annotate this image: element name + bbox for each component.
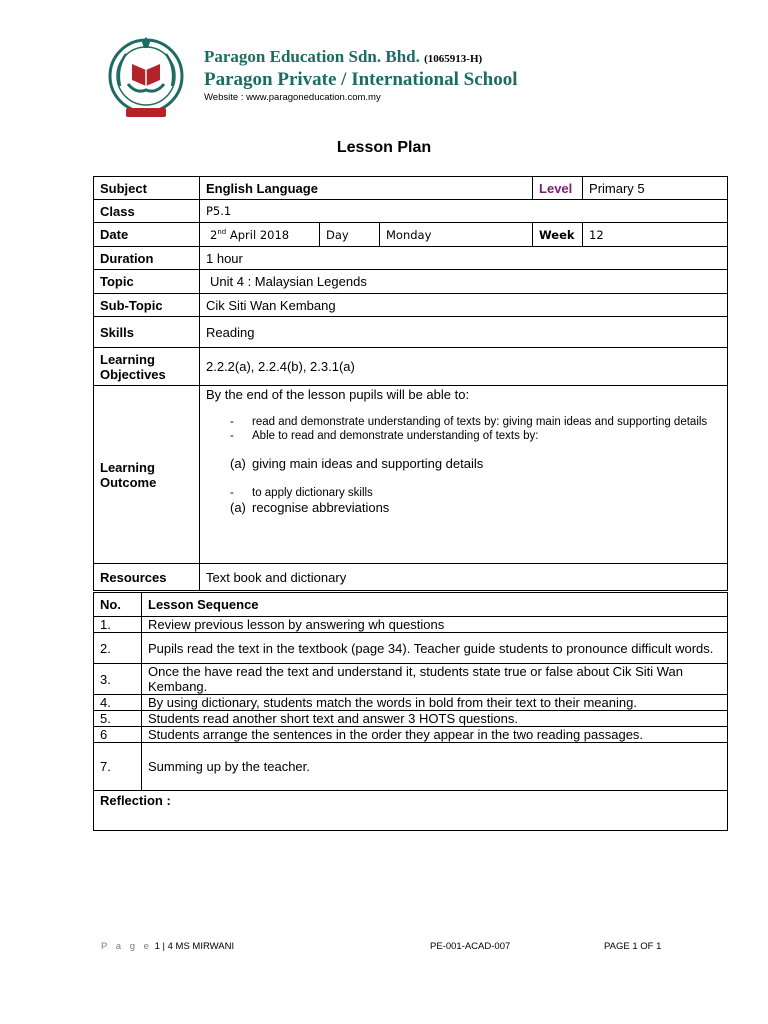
date-label: Date — [94, 223, 200, 247]
learning-objectives-value: 2.2.2(a), 2.2.4(b), 2.3.1(a) — [200, 348, 728, 386]
table-row — [94, 664, 728, 695]
row-number: 7. — [94, 743, 142, 791]
week-value: 12 — [583, 223, 728, 247]
row-subject — [94, 177, 728, 200]
footer-doc-code: PE-001-ACAD-007 — [430, 941, 511, 952]
no-header: No. — [94, 593, 142, 617]
level-label: Level — [533, 177, 583, 200]
row-skills — [94, 317, 728, 348]
outcome-subitem: (a) recognise abbreviations — [230, 500, 390, 515]
table-row — [94, 727, 728, 743]
row-text: Pupils read the text in the textbook (page 34). Teacher guide students to pronounce difficult words. — [142, 633, 728, 664]
subtopic-label: Sub-Topic — [94, 294, 200, 317]
resources-value: Text book and dictionary — [200, 564, 728, 591]
learning-outcome-value — [200, 386, 728, 564]
skills-label: Skills — [94, 317, 200, 348]
date-value: 2nd April 2018 — [200, 223, 320, 247]
outcome-item: - Able to read and demonstrate understanding of texts by: — [230, 430, 539, 442]
row-number: 5. — [94, 711, 142, 727]
row-number: 2. — [94, 633, 142, 664]
row-text: By using dictionary, students match the words in bold from their text to their meaning. — [142, 695, 728, 711]
row-learning-outcome — [94, 386, 728, 564]
reflection-row — [94, 791, 728, 831]
resources-label: Resources — [94, 564, 200, 591]
learning-outcome-label: Learning Outcome — [94, 386, 200, 564]
row-number: 4. — [94, 695, 142, 711]
row-resources — [94, 564, 728, 591]
lesson-sequence-table — [93, 592, 728, 831]
row-text: Review previous lesson by answering wh questions — [142, 617, 728, 633]
sequence-header-row — [94, 593, 728, 617]
school-name: Paragon Private / International School — [204, 69, 518, 90]
row-text: Summing up by the teacher. — [142, 743, 728, 791]
day-value: Monday — [380, 223, 533, 247]
website-text: Website : www.paragoneducation.com.my — [204, 92, 381, 103]
row-subtopic — [94, 294, 728, 317]
row-duration — [94, 247, 728, 270]
duration-label: Duration — [94, 247, 200, 270]
lesson-info-table — [93, 176, 728, 591]
row-text: Once the have read the text and understand it, students state true or false about Cik Siti Wan Kembang. — [142, 664, 728, 695]
subtopic-value: Cik Siti Wan Kembang — [200, 294, 728, 317]
table-row — [94, 695, 728, 711]
page-author: 1 | 4 MS MIRWANI — [151, 941, 235, 952]
registration-number: (1065913-H) — [424, 53, 483, 65]
page-word: P a g e — [101, 941, 152, 952]
topic-value: Unit 4 : Malaysian Legends — [200, 270, 728, 294]
outcome-item: - to apply dictionary skills — [230, 487, 373, 499]
week-label: Week — [533, 223, 583, 247]
topic-label: Topic — [94, 270, 200, 294]
row-text: Students read another short text and answer 3 HOTS questions. — [142, 711, 728, 727]
row-number: 3. — [94, 664, 142, 695]
class-label: Class — [94, 200, 200, 223]
table-row — [94, 743, 728, 791]
row-number: 1. — [94, 617, 142, 633]
duration-value: 1 hour — [200, 247, 728, 270]
skills-value: Reading — [200, 317, 728, 348]
level-value: Primary 5 — [583, 177, 728, 200]
subject-value: English Language — [200, 177, 533, 200]
row-class — [94, 200, 728, 223]
row-text: Students arrange the sentences in the order they appear in the two reading passages. — [142, 727, 728, 743]
footer-page-info — [101, 941, 234, 953]
row-learning-objectives — [94, 348, 728, 386]
table-row — [94, 633, 728, 664]
day-label: Day — [320, 223, 380, 247]
table-row — [94, 617, 728, 633]
subject-label: Subject — [94, 177, 200, 200]
lesson-sequence-header: Lesson Sequence — [142, 593, 728, 617]
footer-page-count: PAGE 1 OF 1 — [604, 941, 662, 952]
class-value: P5.1 — [200, 200, 728, 223]
org-name: Paragon Education Sdn. Bhd. (1065913-H) — [204, 47, 483, 66]
school-logo — [106, 34, 186, 124]
learning-objectives-label: Learning Objectives — [94, 348, 200, 386]
page-title: Lesson Plan — [336, 139, 432, 156]
outcome-intro: By the end of the lesson pupils will be able to: — [206, 387, 470, 402]
reflection-label: Reflection : — [94, 791, 728, 831]
table-row — [94, 711, 728, 727]
outcome-subitem: (a) giving main ideas and supporting details — [230, 456, 484, 471]
row-topic — [94, 270, 728, 294]
row-number: 6 — [94, 727, 142, 743]
outcome-item: - read and demonstrate understanding of texts by: giving main ideas and supporting details — [230, 416, 708, 428]
row-date — [94, 223, 728, 247]
